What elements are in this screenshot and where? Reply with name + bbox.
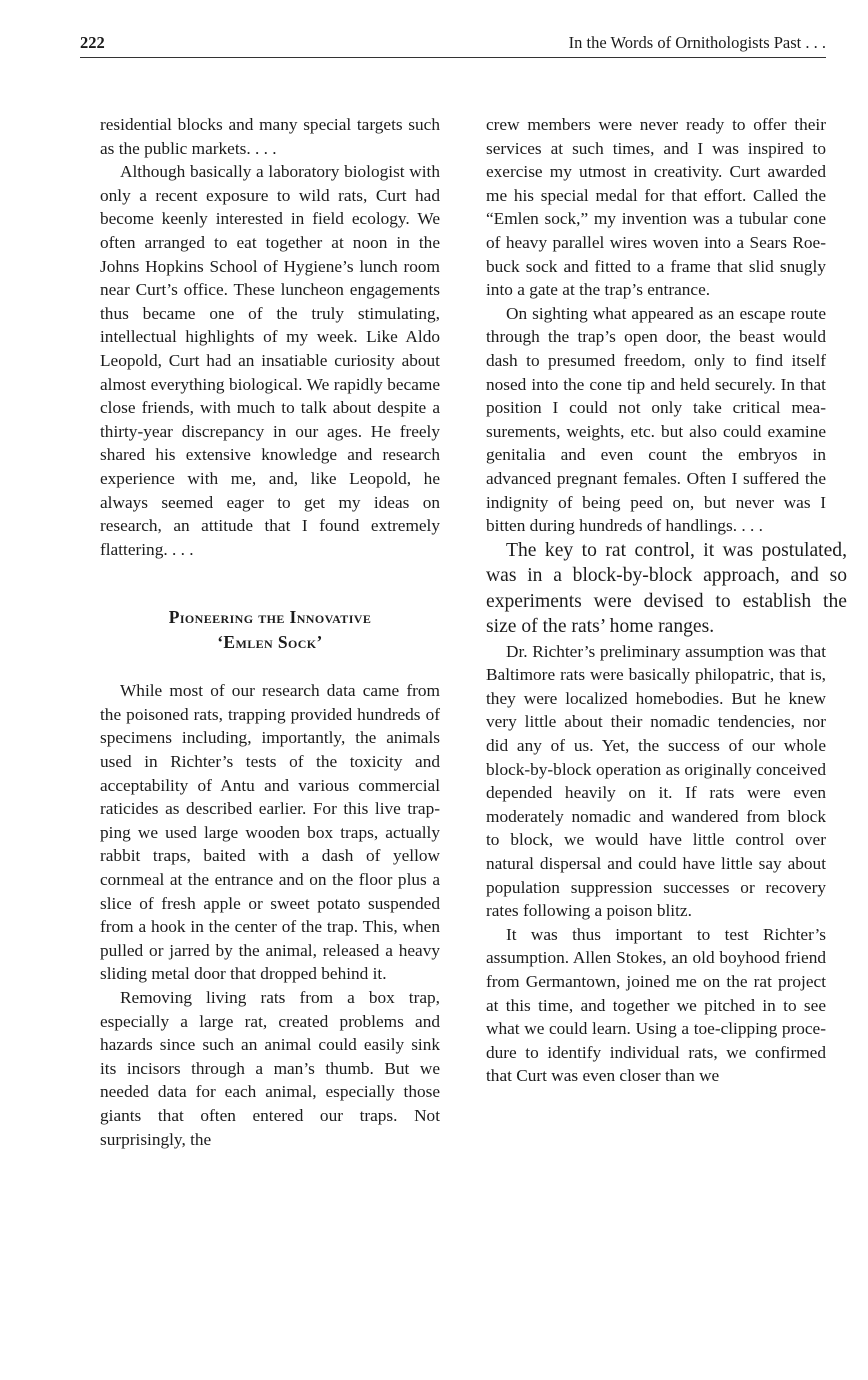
paragraph: Dr. Richter’s preliminary assumption was that Baltimore rats were basically philopatric, that is, they were localized homebodies. But he knew very little about their nomadic tendencies, nor did any of us. Yet, the success of our whole block-by-block operation as originally conceived depended heavily on it. If rats were even moderately nomadic and wandered from block to block, we would have little control over natural dispersal and could have little say about population suppression successes or recovery rates following a poison blitz.: [486, 641, 826, 921]
page-header: [80, 30, 826, 58]
right-column: [486, 113, 847, 1088]
paragraph: On sighting what appeared as an escape route through the trap’s open door, the beast would dash to presumed freedom, only to find itself nosed into the cone tip and held securely. In that position I could not only take critical measurements, weights, etc. but also could examine genitalia and even count the embryos in advanced pregnant females. Often I suffered the indignity of being peed on, but never was I bitten during hundreds of handlings. . . .: [486, 303, 826, 536]
section-heading-line: Pioneering the Innovative: [168, 607, 372, 628]
paragraph: Removing living rats from a box trap, especially a large rat, created problems and hazards since such an animal could easily sink its incisors through a man’s thumb. But we needed data for each animal, especially those giants that often entered our traps. Not surprisingly, the: [100, 988, 440, 1149]
running-head: In the Words of Ornithologists Past . . .: [568, 33, 826, 52]
paragraph: It was thus important to test Richter’s assumption. Allen Stokes, an old boyhood friend from Germantown, joined me on the rat project at this time, and together we pitched in to see what we could learn. Using a toe-clipping procedure to identify individual rats, we confirmed that Curt was even closer than we: [486, 924, 826, 1086]
left-column: [100, 113, 440, 1151]
paragraph: While most of our research data came from the poisoned rats, trapping provided hundreds of specimens including, importantly, the animals used in Richter’s tests of the toxicity and acceptability of Antu and various commercial raticides as described earlier. For this live trapping we used large wooden box traps, actually rabbit traps, baited with a dash of yellow cornmeal at the entrance and on the floor plus a slice of fresh apple or sweet potato suspended from a hook in the center of the trap. This, when pulled or jarred by the animal, released a heavy sliding metal door that dropped behind it.: [100, 681, 440, 984]
section-heading-line: ‘Emlen Sock’: [217, 632, 323, 653]
paragraph: residential blocks and many special targets such as the public markets. . . .: [100, 115, 440, 158]
paragraph: crew members were never ready to offer their services at such times, and I was inspired to exercise my utmost in creativity. Curt awarded me his special medal for that effort. Called the “Emlen sock,” my invention was a tubular cone of heavy parallel wires woven into a Sears Roebuck sock and fitted to a frame that slid snugly into a gate at the trap’s entrance.: [486, 115, 826, 300]
section-heading: [100, 605, 440, 655]
page-number: 222: [80, 33, 105, 52]
paragraph: Although basically a laboratory biologist with only a recent exposure to wild rats, Curt had become keenly interested in field ecology. We often arranged to eat together at noon in the Johns Hopkins School of Hygiene’s lunch room near Curt’s office. These luncheon engagements thus became one of the truly stimulating, intellectual highlights of my week. Like Aldo Leopold, Curt had an insatiable curiosity about almost everything biological. We rapidly became close friends, with much to talk about despite a thirty-year discrepancy in our ages. He freely shared his extensive knowledge and research experience with me, and, like Leopold, he always seemed eager to get my ideas on research, an attitude that I found extremely flattering. . . .: [100, 162, 440, 559]
pull-quote: The key to rat control, it was postulated, was in a block-by-block approach, and so experiments were devised to establish the size of the rats’ home ranges.: [486, 539, 847, 638]
